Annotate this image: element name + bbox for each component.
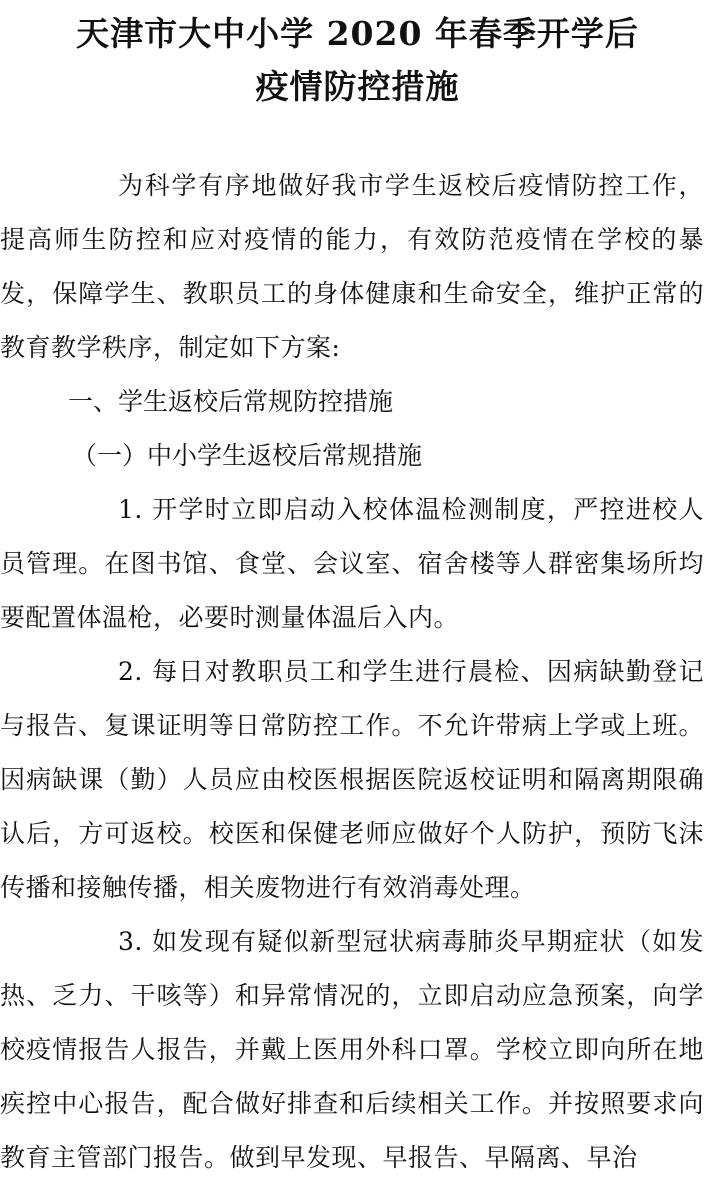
item-2-paragraph: 2. 每日对教职员工和学生进行晨检、因病缺勤登记与报告、复课证明等日常防控工作。不允许带病上学或上班。因病缺课（勤）人员应由校医根据医院返校证明和隔离期限确认后，方可返校。校医和保健老师应做好个人防护，预防飞沫传播和接触传播，相关废物进行有效消毒处理。 — [0, 657, 704, 902]
subsection-1-heading: （一）中小学生返校后常规措施 — [72, 441, 423, 470]
item-3-paragraph: 3. 如发现有疑似新型冠状病毒肺炎早期症状（如发热、乏力、干咳等）和异常情况的，立即启动应急预案，向学校疫情报告人报告，并戴上医用外科口罩。学校立即向所在地疾控中心报告，配合做好排查和后续相关工作。并按照要求向教育主管部门报告。做到早发现、早报告、早隔离、早治 — [0, 927, 704, 1172]
document-body — [0, 159, 708, 1185]
document-title-line2: 疫情防控措施 — [255, 67, 460, 106]
body-text-block — [0, 159, 708, 1185]
item-1-paragraph: 1. 开学时立即启动入校体温检测制度，严控进校人员管理。在图书馆、食堂、会议室、宿舍楼等人群密集场所均要配置体温枪，必要时测量体温后入内。 — [0, 495, 704, 632]
document-title-line1: 天津市大中小学 2020 年春季开学后 — [76, 14, 639, 53]
intro-paragraph: 为科学有序地做好我市学生返校后疫情防控工作，提高师生防控和应对疫情的能力，有效防范疫情在学校的暴发，保障学生、教职员工的身体健康和生命安全，维护正常的教育教学秩序，制定如下方案: — [0, 171, 704, 362]
section-1-heading: 一、学生返校后常规防控措施 — [68, 387, 394, 416]
